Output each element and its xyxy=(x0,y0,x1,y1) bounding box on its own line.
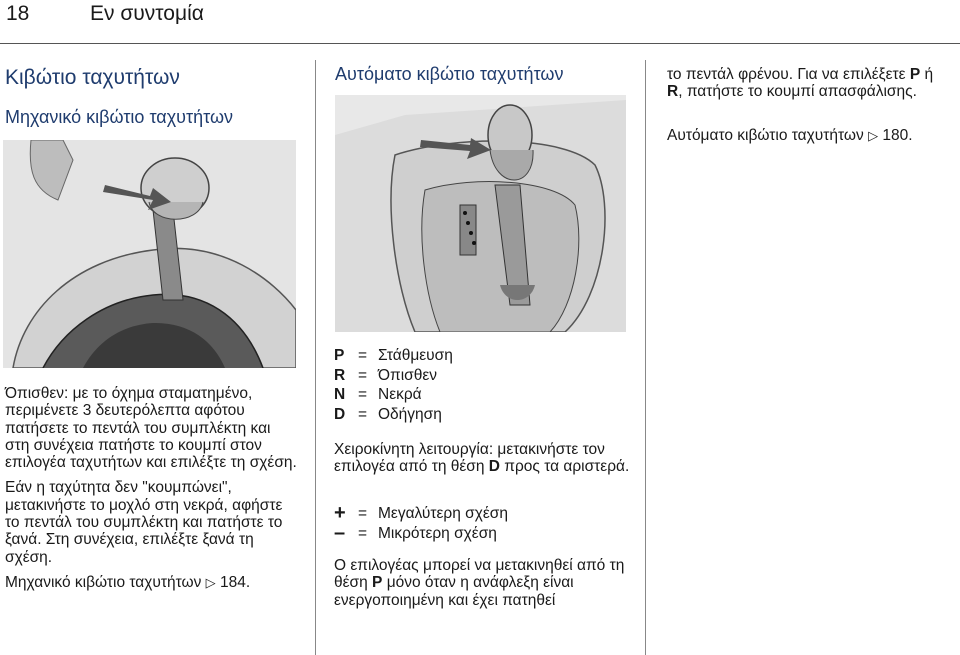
shift-down-legend: – = Μικρότερη σχέση xyxy=(334,522,497,544)
selector-move-text: Ο επιλογέας μπορεί να μετακινηθεί από τη θέση P μόνο όταν η ανάφλεξη είναι ενεργοποιημένη και έχει πατηθεί xyxy=(334,557,625,609)
header-rule xyxy=(0,43,960,44)
legend-row-n: N = Νεκρά xyxy=(334,386,422,403)
legend-row-r: R = Όπισθεν xyxy=(334,366,437,384)
column-divider-left xyxy=(315,60,316,655)
legend-row-p: P = Στάθμευση xyxy=(334,347,453,364)
manual-gearbox-reference[interactable]: Μηχανικό κιβώτιο ταχυτήτων ▷ 184. xyxy=(5,573,251,591)
manual-gearbox-heading: Μηχανικό κιβώτιο ταχυτήτων xyxy=(5,107,234,127)
reverse-gear-paragraph: Όπισθεν: με το όχημα σταματημένο, περιμένετε 3 δευτερόλεπτα αφότου πατήσετε το πεντάλ του συμπλέκτη και στη συνέχεια πατήστε το κουμπί στον επιλογέα ταχυτήτων και επιλέξτε τη σχέση. xyxy=(5,385,297,472)
page-section-title: Εν συντομία xyxy=(90,2,204,25)
manual-gear-lever-drawing xyxy=(3,140,296,368)
automatic-gearbox-heading: Αυτόματο κιβώτιο ταχυτήτων xyxy=(335,64,564,84)
plus-icon: + xyxy=(334,502,346,524)
minus-icon: – xyxy=(334,522,346,544)
manual-gear-lever-illustration xyxy=(3,140,296,368)
column-divider-right xyxy=(645,60,646,655)
reverse-gear-text xyxy=(5,385,297,591)
automatic-selector-illustration xyxy=(335,95,626,332)
legend-row-d: D = Οδήγηση xyxy=(334,405,442,423)
section-heading: Κιβώτιο ταχυτήτων xyxy=(5,66,180,89)
manual-mode-text: Χειροκίνητη λειτουργία: μετακινήστε τον επιλογέα από τη θέση D προς τα αριστερά. xyxy=(334,441,630,476)
automatic-gearbox-reference[interactable]: Αυτόματο κιβώτιο ταχυτήτων ▷ 180. xyxy=(667,127,913,144)
selector-gate xyxy=(460,205,476,255)
gear-engage-paragraph: Εάν η ταχύτητα δεν "κουμπώνει", μετακινήστε το μοχλό στη νεκρά, αφήστε το πεντάλ του συμπλέκτη και πατήστε το ξανά. Στη συνέχεια, επιλέξτε ξανά τη σχέση. xyxy=(5,479,283,566)
brake-pedal-text: το πεντάλ φρένου. Για να επιλέξετε P ή R, πατήστε το κουμπί απασφάλισης. xyxy=(667,66,934,101)
shift-up-legend: + = Μεγαλύτερη σχέση xyxy=(334,502,508,524)
page-ref-icon: ▷ xyxy=(868,128,879,143)
gear-position-legend xyxy=(334,346,453,424)
page-number: 18 xyxy=(6,2,30,25)
automatic-selector-drawing xyxy=(335,95,626,332)
page-ref-icon: ▷ xyxy=(205,574,216,590)
